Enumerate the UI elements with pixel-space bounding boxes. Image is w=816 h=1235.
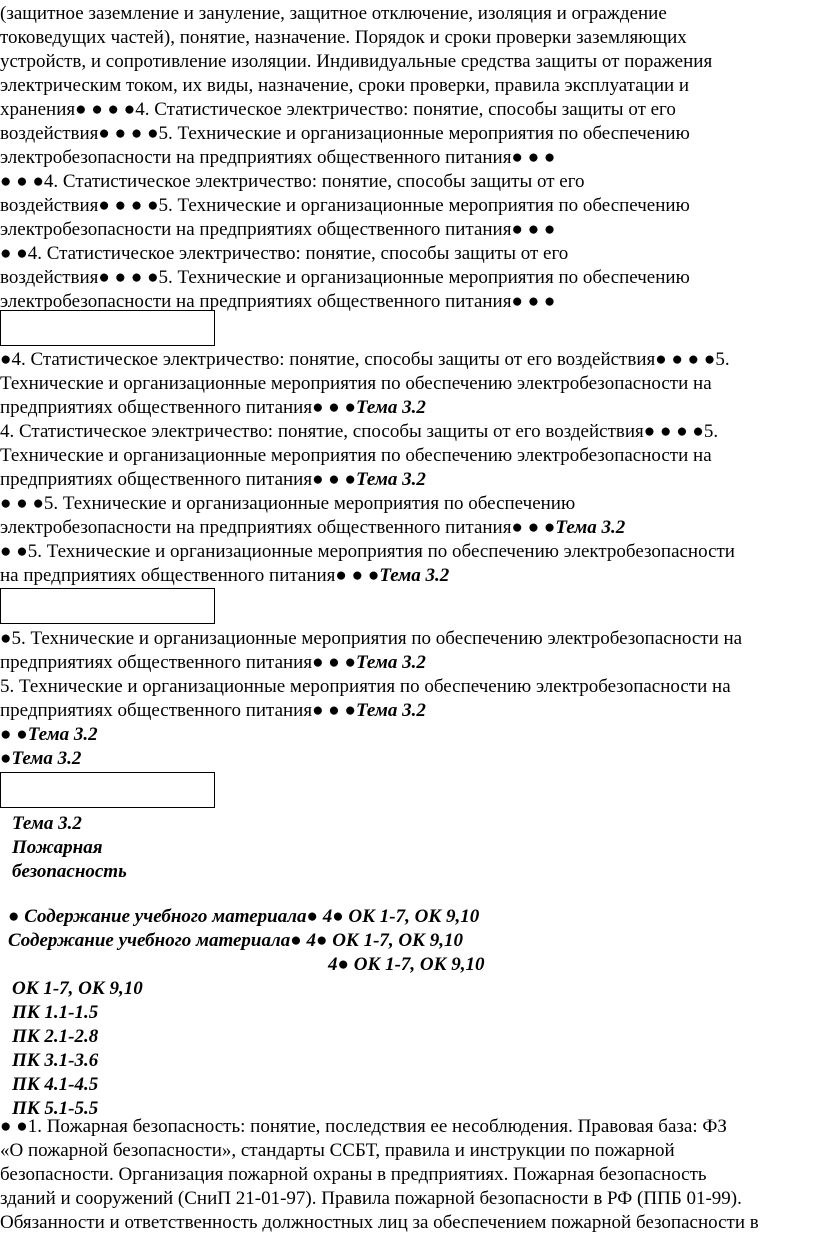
competency-item: ПК 2.1-2.8 [12, 1026, 99, 1047]
competency-item: ПК 1.1-1.5 [12, 1002, 99, 1023]
text-line: предприятиях общественного питания● ● ●Тема 3.2 [0, 700, 426, 721]
competency-item: ОК 1-7, ОК 9,10 [12, 978, 143, 999]
text-line: предприятиях общественного питания● ● ●Тема 3.2 [0, 652, 426, 673]
text-line: устройств, и сопротивление изоляции. Индивидуальные средства защиты от поражения [0, 51, 713, 72]
text-line: Технические и организационные мероприятия по обеспечению электробезопасности на [0, 445, 712, 466]
text-line: ●4. Статистическое электричество: понятие, способы защиты от его воздействия● ● ● ●5. [0, 349, 730, 370]
text-line: электробезопасности на предприятиях общественного питания● ● ●Тема 3.2 [0, 517, 626, 538]
text-line: предприятиях общественного питания● ● ●Тема 3.2 [0, 469, 426, 490]
text-line: ● ●Тема 3.2 [0, 724, 98, 745]
text-line: электрическим током, их виды, назначение, сроки проверки, правила эксплуатации и [0, 75, 690, 96]
text-block-static-electricity [0, 348, 812, 588]
competency-item: ПК 4.1-4.5 [12, 1074, 99, 1095]
content-line: Содержание учебного материала● 4● ОК 1-7, ОК 9,10 [8, 930, 463, 951]
text-block-organizational-measures [0, 627, 812, 771]
text-line: электробезопасности на предприятиях общественного питания● ● ● [0, 219, 556, 240]
text-line: электробезопасности на предприятиях общественного питания● ● ● [0, 147, 556, 168]
text-line: ● ●4. Статистическое электричество: понятие, способы защиты от его [0, 243, 569, 264]
text-line: ● ●5. Технические и организационные мероприятия по обеспечению электробезопасности [0, 541, 735, 562]
text-line: на предприятиях общественного питания● ● ●Тема 3.2 [0, 565, 450, 586]
text-line: воздействия● ● ● ●5. Технические и организационные мероприятия по обеспечению [0, 267, 690, 288]
text-line: ● ● ●4. Статистическое электричество: понятие, способы защиты от его [0, 171, 585, 192]
text-block-fire-safety-content [0, 1115, 812, 1235]
text-line: ● ●1. Пожарная безопасность: понятие, последствия ее несоблюдения. Правовая база: ФЗ [0, 1116, 727, 1137]
text-line: воздействия● ● ● ●5. Технические и организационные мероприятия по обеспечению [0, 195, 690, 216]
text-line: безопасности. Организация пожарной охраны в предприятиях. Пожарная безопасность [0, 1164, 707, 1185]
empty-table-cell [0, 772, 215, 808]
competency-item: ПК 5.1-5.5 [12, 1098, 99, 1119]
text-line: ● ● ●5. Технические и организационные мероприятия по обеспечению [0, 493, 576, 514]
text-line: электробезопасности на предприятиях общественного питания● ● ● [0, 291, 556, 312]
text-line: предприятиях общественного питания● ● ●Тема 3.2 [0, 397, 426, 418]
heading-line: безопасность [12, 861, 127, 882]
competency-item: ПК 3.1-3.6 [12, 1050, 99, 1071]
content-line: ● Содержание учебного материала● 4● ОК 1-7, ОК 9,10 [8, 906, 480, 927]
text-line: 4. Статистическое электричество: понятие, способы защиты от его воздействия● ● ● ●5. [0, 421, 719, 442]
text-line: ●Тема 3.2 [0, 748, 82, 769]
text-line: «О пожарной безопасности», стандарты ССБТ, правила и инструкции по пожарной [0, 1140, 675, 1161]
content-line: 4● ОК 1-7, ОК 9,10 [328, 954, 485, 975]
text-line: зданий и сооружений (СниП 21-01-97). Правила пожарной безопасности в РФ (ППБ 01-99). [0, 1188, 742, 1209]
text-line: Обязанности и ответственность должностных лиц за обеспечением пожарной безопасности в [0, 1212, 759, 1233]
text-line: токоведущих частей), понятие, назначение. Порядок и сроки проверки заземляющих [0, 27, 687, 48]
heading-line: Пожарная [12, 837, 103, 858]
text-line: 5. Технические и организационные мероприятия по обеспечению электробезопасности на [0, 676, 731, 697]
text-line: воздействия● ● ● ●5. Технические и организационные мероприятия по обеспечению [0, 123, 690, 144]
empty-table-cell [0, 588, 215, 624]
heading-line: Тема 3.2 [12, 813, 82, 834]
text-line: Технические и организационные мероприятия по обеспечению электробезопасности на [0, 373, 712, 394]
empty-table-cell [0, 310, 215, 346]
competency-list [8, 905, 816, 1121]
text-line: хранения● ● ● ●4. Статистическое электричество: понятие, способы защиты от его [0, 99, 676, 120]
text-line: ●5. Технические и организационные мероприятия по обеспечению электробезопасности на [0, 628, 743, 649]
section-heading-fire-safety [12, 812, 816, 884]
text-line: (защитное заземление и зануление, защитное отключение, изоляция и ограждение [0, 3, 667, 24]
text-block-electrical-safety [0, 2, 812, 314]
